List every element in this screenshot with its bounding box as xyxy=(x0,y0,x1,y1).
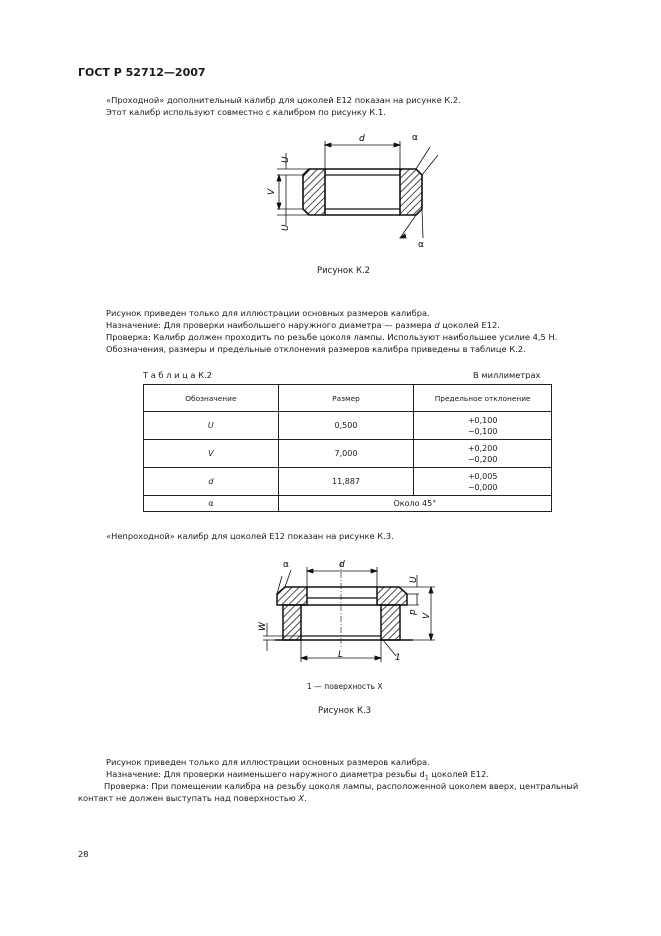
table-k2 xyxy=(143,384,552,512)
cell-deviation: +0,100 −0,100 xyxy=(414,412,552,440)
intro-line-1: «Проходной» дополнительный калибр для цоколей Е12 показан на рисунке К.2. xyxy=(106,95,461,105)
k3-label-p: p xyxy=(408,609,418,615)
header-designation: Обозначение xyxy=(144,385,279,412)
cell-deviation: +0,200 −0,200 xyxy=(414,440,552,468)
k3-check-line-1: Проверка: При помещении калибра на резьбу цоколя лампы, расположенной цоколем вверх, центральный xyxy=(104,781,579,791)
k2-label-alpha-bottom: α xyxy=(418,240,424,250)
k3-label-alpha: α xyxy=(283,560,289,570)
k2-dimension-d xyxy=(325,141,400,169)
table-row xyxy=(144,468,552,496)
k3-body xyxy=(275,561,413,648)
figure-k2-drawing xyxy=(255,125,455,255)
k2-label-alpha-top: α xyxy=(412,133,418,143)
cell-size: 11,887 xyxy=(278,468,414,496)
k2-note-line-1: Рисунок приведен только для иллюстрации основных размеров калибра. xyxy=(106,308,430,318)
intro-k3: «Непроходной» калибр для цоколей Е12 показан на рисунке К.3. xyxy=(106,531,394,541)
k3-dimensions-right xyxy=(399,575,435,640)
document-header: ГОСТ Р 52712—2007 xyxy=(78,66,206,79)
k3-label-d: d xyxy=(339,560,345,570)
k3-label-1: 1 xyxy=(395,653,401,663)
k2-label-u-bottom: U xyxy=(281,224,291,231)
k2-check: Проверка: Калибр должен проходить по резьбе цоколя лампы. Используют наибольшее усилие 4,5 Н. xyxy=(106,332,558,342)
figure-k3-legend: 1 — поверхность X xyxy=(307,682,383,691)
k3-purpose: Назначение: Для проверки наименьшего наружного диаметра резьбы $d_1$ цоколей Е12. xyxy=(106,769,489,782)
figure-k2-caption: Рисунок К.2 xyxy=(317,266,371,276)
header-deviation: Предельное отклонение xyxy=(414,385,552,412)
k3-check-line-2: контакт не должен выступать над поверхностью X. xyxy=(78,793,307,803)
header-size: Размер xyxy=(278,385,414,412)
cell-alpha-value: Около 45° xyxy=(278,496,551,512)
cell-size: 0,500 xyxy=(278,412,414,440)
k3-dimension-d xyxy=(307,567,377,587)
k2-alpha-top xyxy=(416,147,438,175)
table-row xyxy=(144,412,552,440)
cell-symbol: V xyxy=(144,440,279,468)
cell-symbol: α xyxy=(144,496,279,512)
table-header-row xyxy=(144,385,552,412)
k2-label-u-top: U xyxy=(281,156,291,163)
k2-label-v: V xyxy=(267,188,277,195)
k3-note-line-1: Рисунок приведен только для иллюстрации основных размеров калибра. xyxy=(106,757,430,767)
cell-deviation: +0,005 −0,000 xyxy=(414,468,552,496)
table-row-alpha xyxy=(144,496,552,512)
k3-label-l: L xyxy=(338,650,344,660)
page-number: 28 xyxy=(78,849,89,859)
cell-symbol: d xyxy=(144,468,279,496)
figure-k3-drawing xyxy=(255,553,445,668)
k2-designations: Обозначения, размеры и предельные отклонения размеров калибра приведены в таблице К.2. xyxy=(106,344,526,354)
k3-label-w: W xyxy=(258,622,268,631)
table-row xyxy=(144,440,552,468)
k2-body xyxy=(303,169,422,215)
k3-label-u: U xyxy=(409,576,419,583)
k3-label-v: V xyxy=(422,612,432,619)
figure-k3-caption: Рисунок К.3 xyxy=(318,706,372,716)
table-units: В миллиметрах xyxy=(473,370,541,380)
table-title: Т а б л и ц а К.2 xyxy=(143,370,212,380)
intro-line-2: Этот калибр используют совместно с калибром по рисунку К.1. xyxy=(106,107,386,117)
k2-purpose: Назначение: Для проверки наибольшего наружного диаметра — размера d цоколей Е12. xyxy=(106,320,500,330)
k2-label-d: d xyxy=(359,134,365,144)
cell-symbol: U xyxy=(144,412,279,440)
cell-size: 7,000 xyxy=(278,440,414,468)
